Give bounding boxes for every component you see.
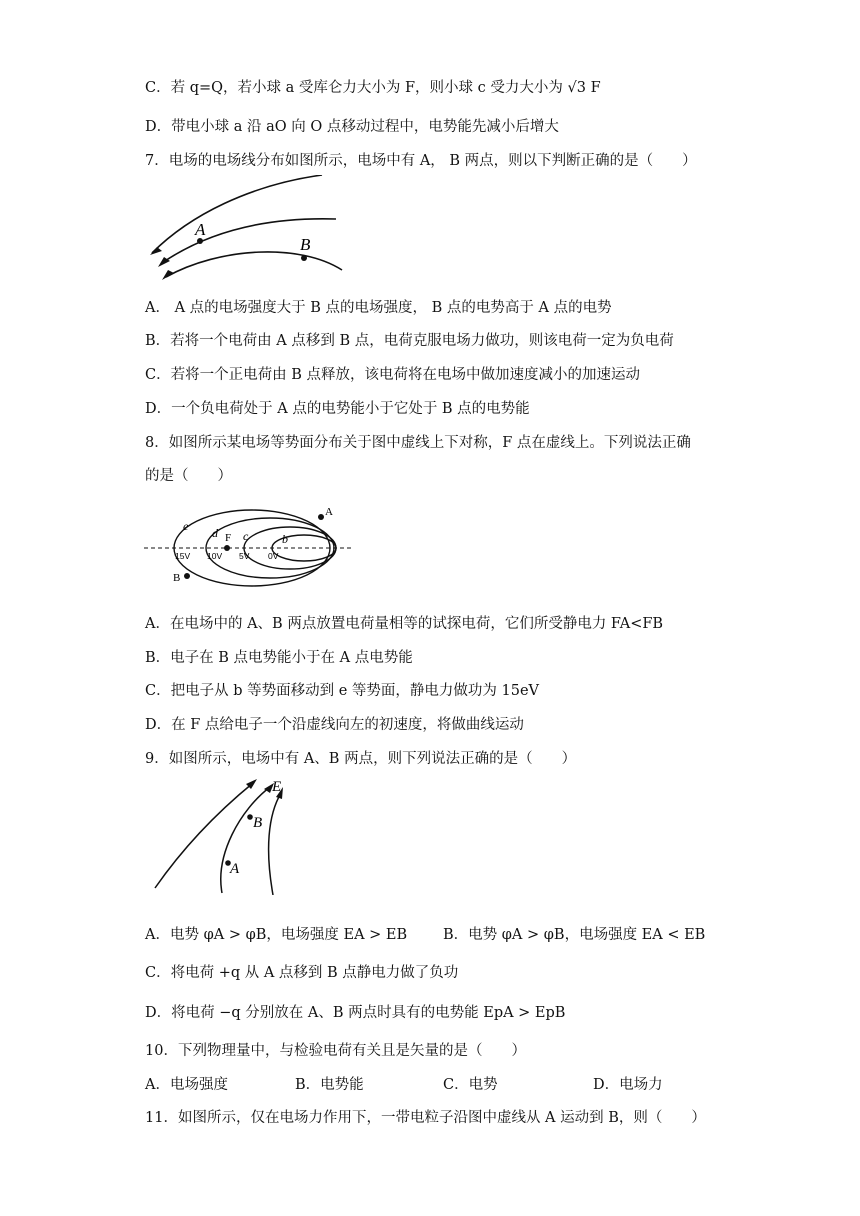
q10-option-c: C．电势 [443,1077,498,1093]
q6-option-d: D．带电小球 a 沿 aO 向 O 点移动过程中，电势能先减小后增大 [145,119,559,135]
q7-option-c: C．若将一个正电荷由 B 点释放，该电荷将在电场中做加速度减小的加速运动 [145,367,640,383]
q7-label-b: B [300,235,311,254]
q9-option-c: C．将电荷 +q 从 A 点移到 B 点静电力做了负功 [145,965,459,981]
q8-label-e: e [183,519,189,533]
q7-field-line-figure [140,175,355,285]
q8-point-a [318,514,324,520]
q9-field-line-figure [150,775,300,895]
q9-label-a: A [230,861,240,877]
q8-potential-0v: 0V [268,551,279,561]
q8-option-b: B．电子在 B 点电势能小于在 A 点电势能 [145,650,413,666]
q8-label-b: b [282,532,288,546]
q8-point-b [184,573,190,579]
q9-option-b: B．电势 φA > φB，电场强度 EA < EB [443,927,706,943]
q11-stem: 11．如图所示，仅在电场力作用下，一带电粒子沿图中虚线从 A 运动到 B，则（ ） [145,1110,706,1126]
q8-potential-10v: 10V [207,551,223,561]
q9-option-d: D．将电荷 −q 分别放在 A、B 两点时具有的电势能 EpA > EpB [145,1005,566,1021]
q8-label-upper-a: A [325,506,333,518]
q9-label-e: E [272,779,282,795]
q8-option-c: C．把电子从 b 等势面移动到 e 等势面，静电力做功为 15eV [145,683,540,699]
q8-label-d: d [212,526,218,540]
q8-option-d: D．在 F 点给电子一个沿虚线向左的初速度，将做曲线运动 [145,717,524,733]
q7-stem: 7．电场的电场线分布如图所示，电场中有 A， B 两点，则以下判断正确的是（ ） [145,153,697,169]
q7-point-b [301,255,307,261]
q8-potential-5v: 5V [239,551,250,561]
q8-potential-15v: 15V [175,551,191,561]
q7-option-a: A． A 点的电场强度大于 B 点的电场强度， B 点的电势高于 A 点的电势 [145,300,612,316]
q8-label-upper-b: B [173,572,181,584]
q8-label-f: F [225,532,232,544]
q8-equipotential-figure [140,495,360,590]
q8-label-c: c [243,529,249,543]
q9-point-b [247,814,253,820]
q8-stem-line2: 的是（ ） [145,468,232,484]
q9-label-b: B [253,815,263,831]
q8-point-f [224,545,230,551]
q9-option-a: A．电势 φA > φB，电场强度 EA > EB [145,927,408,943]
q8-option-a: A．在电场中的 A、B 两点放置电荷量相等的试探电荷，它们所受静电力 FA<FB [145,616,664,632]
q10-option-a: A．电场强度 [145,1077,228,1093]
q10-stem: 10．下列物理量中，与检验电荷有关且是矢量的是（ ） [145,1043,526,1059]
q9-stem: 9．如图所示，电场中有 A、B 两点，则下列说法正确的是（ ） [145,751,577,767]
q7-option-d: D．一个负电荷处于 A 点的电势能小于它处于 B 点的电势能 [145,401,530,417]
q8-stem-line1: 8．如图所示某电场等势面分布关于图中虚线上下对称，F 点在虚线上。下列说法正确 [145,435,691,451]
q7-option-b: B．若将一个电荷由 A 点移到 B 点，电荷克服电场力做功，则该电荷一定为负电荷 [145,333,674,349]
q10-option-b: B．电势能 [295,1077,364,1093]
q7-label-a: A [195,220,206,239]
q10-option-d: D．电场力 [593,1077,663,1093]
q6-option-c: C．若 q=Q，若小球 a 受库仑力大小为 F，则小球 c 受力大小为 √3 F [145,80,601,96]
